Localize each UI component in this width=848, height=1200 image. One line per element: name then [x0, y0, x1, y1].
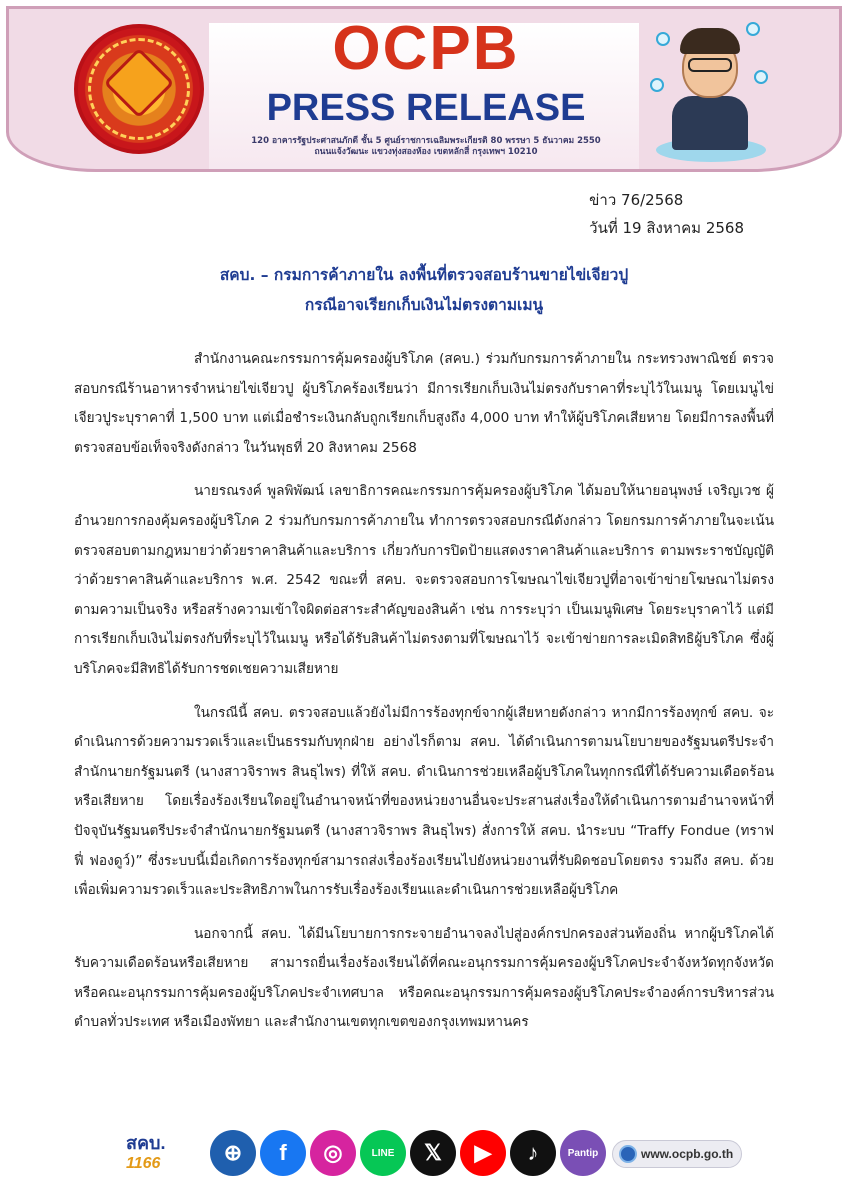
news-date: วันที่ 19 สิงหาคม 2568: [589, 219, 744, 237]
address-line-1: 120 อาคารรัฐประศาสนภักดี ชั้น 5 ศูนย์ราชการเฉลิมพระเกียรติ 80 พรรษา 5 ธันวาคม 2550: [251, 136, 601, 146]
youtube-icon[interactable]: ▶: [460, 1130, 506, 1176]
press-release-title: PRESS RELEASE: [266, 87, 586, 129]
logo-line-2: 1166: [126, 1155, 161, 1172]
paragraph-text: ในกรณีนี้ สคบ. ตรวจสอบแล้วยังไม่มีการร้องทุกข์จากผู้เสียหายดังกล่าว หากมีการร้องทุกข์ สคบ. จะดำเนินการด้วยความรวดเร็วและเป็นธรรมกับทุกฝ่าย อย่างไรก็ตาม สคบ. ได้ดำเนินการตามนโยบายของรัฐมนตรีประจำสำนักนายกรัฐมนตรี (นางสาวจิราพร สินธุไพร) ที่ให้ สคบ. ดำเนินการช่วยเหลือผู้บริโภคในทุกกรณีที่ได้รับความเดือดร้อนหรือเสียหาย โดยเรื่องร้องเรียนใดอยู่ในอำนาจหน้าที่ของหน่วยงานอื่นจะประสานส่งเรื่องให้ดำเนินการตามอำนาจหน้าที่ ปัจจุบันรัฐมนตรีประจำสำนักนายกรัฐมนตรี (นางสาวจิราพร สินธุไพร) สั่งการให้ สคบ. นำระบบ “Traffy Fondue (ทราฟฟี่ ฟองดูว์)” ซึ่งระบบนี้เมื่อเกิดการร้องทุกข์สามารถส่งเรื่องร้องเรียนไปยังหน่วยงานที่รับผิดชอบโดยตรง รวมถึง สคบ. ด้วย เพื่อเพิ่มความรวดเร็วและประสิทธิภาพในการรับเรื่องร้องเรียนและดำเนินการช่วยเหลือผู้บริโภค: [74, 704, 774, 899]
headline-line-2: กรณีอาจเรียกเก็บเงินไม่ตรงตามเมนู: [304, 296, 544, 314]
office-address: [226, 136, 626, 158]
website-url: www.ocpb.go.th: [641, 1147, 734, 1161]
paragraph: [74, 477, 774, 684]
mascot-body: [672, 96, 748, 150]
bubble-icon: [746, 22, 760, 36]
bubble-icon: [650, 78, 664, 92]
ocpb-1166-logo: [126, 1132, 206, 1176]
brand-title: OCPB: [332, 14, 520, 83]
mascot-glasses: [688, 58, 732, 72]
paragraph: [74, 699, 774, 906]
address-line-2: ถนนแจ้งวัฒนะ แขวงทุ่งสองห้อง เขตหลักสี่ กรุงเทพฯ 10210: [314, 147, 538, 157]
paragraph: [74, 920, 774, 1038]
headline: [84, 260, 764, 320]
mascot-hair: [680, 28, 740, 54]
bubble-icon: [754, 70, 768, 84]
paragraph: [74, 345, 774, 463]
article-body: [74, 345, 774, 1038]
instagram-icon[interactable]: ◎: [310, 1130, 356, 1176]
paragraph-text: นอกจากนี้ สคบ. ได้มีนโยบายการกระจายอำนาจลงไปสู่องค์กรปกครองส่วนท้องถิ่น หากผู้บริโภคได้รับความเดือดร้อนหรือเสียหาย สามารถยื่นเรื่องร้องเรียนได้ที่คณะอนุกรรมการคุ้มครองผู้บริโภคประจำจังหวัดทุกจังหวัด หรือคณะอนุกรรมการคุ้มครองผู้บริโภคประจำเทศบาล หรือคณะอนุกรรมการคุ้มครองผู้บริโภคประจำองค์การบริหารส่วนตำบลทั่วประเทศ หรือเมืองพัทยา และสำนักงานเขตทุกเขตของกรุงเทพมหานคร: [74, 925, 774, 1031]
facebook-icon[interactable]: f: [260, 1130, 306, 1176]
news-number: ข่าว 76/2568: [589, 191, 684, 209]
paragraph-text: สำนักงานคณะกรรมการคุ้มครองผู้บริโภค (สคบ.) ร่วมกับกรมการค้าภายใน กระทรวงพาณิชย์ ตรวจสอบกรณีร้านอาหารจำหน่ายไข่เจียวปู ผู้บริโภคร้องเรียนว่า มีการเรียกเก็บเงินไม่ตรงกับราคาที่ระบุไว้ในเมนู โดยเมนูไข่เจียวปูระบุราคาที่ 1,500 บาท แต่เมื่อชำระเงินกลับถูกเรียกเก็บสูงถึง 4,000 บาท ทำให้ผู้บริโภคเสียหาย โดยมีการลงพื้นที่ตรวจสอบข้อเท็จจริงดังกล่าว ในวันพุธที่ 20 สิงหาคม 2568: [74, 351, 774, 456]
headline-line-1: สคบ. – กรมการค้าภายใน ลงพื้นที่ตรวจสอบร้านขายไข่เจียวปู: [219, 266, 629, 284]
paragraph-text: นายรณรงค์ พูลพิพัฒน์ เลขาธิการคณะกรรมการคุ้มครองผู้บริโภค ได้มอบให้นายอนุพงษ์ เจริญเวช ผู้อำนวยการกองคุ้มครองผู้บริโภค 2 ร่วมกับกรมการค้าภายใน ทำการตรวจสอบกรณีดังกล่าว โดยกรมการค้าภายในจะเน้นตรวจสอบตามกฎหมายว่าด้วยราคาสินค้าและบริการ เกี่ยวกับการปิดป้ายแสดงราคาสินค้าและบริการ ตามพระราชบัญญัติว่าด้วยราคาสินค้าและบริการ พ.ศ. 2542 ขณะที่ สคบ. จะตรวจสอบการโฆษณาไข่เจียวปูที่อาจเข้าข่ายโฆษณาไม่ตรงตามความเป็นจริง หรือสร้างความเข้าใจผิดต่อสาระสำคัญของสินค้า เช่น การระบุว่า เป็นเมนูพิเศษ โดยระบุราคาไว้ แต่มีการเรียกเก็บเงินไม่ตรงกับที่ระบุไว้ในเมนู หรือได้รับสินค้าไม่ตรงตามที่โฆษณาไว้ จะเข้าข่ายการละเมิดสิทธิผู้บริโภค ซึ่งผู้บริโภคจะมีสิทธิได้รับการชดเชยความเสียหาย: [74, 483, 774, 677]
ocpb-seal-icon: [74, 24, 204, 154]
logo-line-1: สคบ.: [126, 1133, 166, 1153]
line-icon[interactable]: LINE: [360, 1130, 406, 1176]
x-icon[interactable]: 𝕏: [410, 1130, 456, 1176]
website-link[interactable]: [612, 1140, 742, 1168]
globe-icon: [619, 1145, 637, 1163]
news-meta: [589, 186, 744, 242]
ocpb-emblem-icon[interactable]: ⊕: [210, 1130, 256, 1176]
bubble-icon: [656, 32, 670, 46]
pantip-icon[interactable]: Pantip: [560, 1130, 606, 1176]
mascot-illustration-icon: [650, 18, 770, 164]
tiktok-icon[interactable]: ♪: [510, 1130, 556, 1176]
footer-social-bar: [126, 1128, 746, 1178]
